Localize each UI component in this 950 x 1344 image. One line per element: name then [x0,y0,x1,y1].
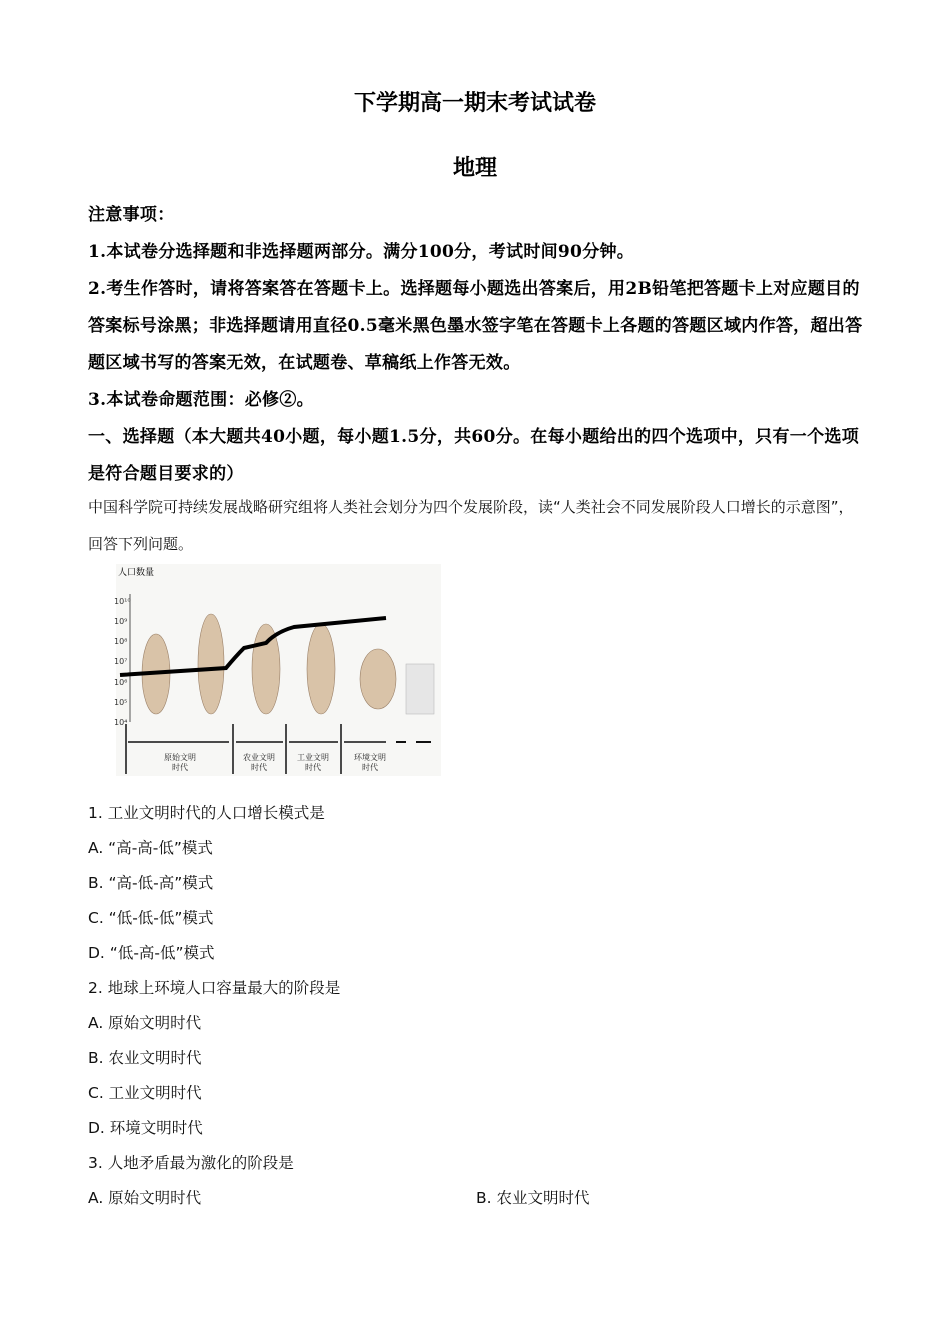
ytick: 10⁹ [114,617,128,626]
option: D. “低-高-低”模式 [88,944,215,962]
option: A. 原始文明时代 [88,1014,202,1032]
exam-title: 下学期高一期末考试试卷 [353,91,596,116]
era-label: 原始文明 [164,753,196,762]
era-label: 环境文明 [354,753,386,762]
option: D. 环境文明时代 [88,1119,203,1137]
ytick: 10¹⁰ [114,597,131,606]
option: B. 农业文明时代 [88,1049,202,1067]
ytick: 10⁴ [114,718,128,727]
question-stem: 2. 地球上环境人口容量最大的阶段是 [88,979,341,997]
question-stem: 3. 人地矛盾最为激化的阶段是 [88,1154,294,1172]
option: B. 农业文明时代 [476,1189,590,1207]
era-label: 工业文明 [297,753,329,762]
intro-text: 中国科学院可持续发展战略研究组将人类社会划分为四个发展阶段，读“人类社会不同发展阶段人口增长的示意图”，回答下列问题。 [88,498,854,553]
era-label: 农业文明 [243,753,275,762]
ytick: 10⁸ [114,637,128,646]
option: B. “高-低-高”模式 [88,874,214,892]
era-label: 时代 [172,763,188,772]
notes-heading: 注意事项： [88,205,175,225]
population-growth-figure [116,564,441,776]
ytick: 10⁵ [114,698,128,707]
era-label: 时代 [362,763,378,772]
option: C. “低-低-低”模式 [88,909,214,927]
section-heading: 一、选择题（本大题共40小题，每小题1.5分，共60分。在每小题给出的四个选项中，只有一个选项是符合题目要求的） [88,427,859,484]
subject-title: 地理 [452,156,497,181]
option: A. 原始文明时代 [88,1189,202,1207]
note-item: 3.本试卷命题范围：必修②。 [88,390,314,410]
era-label: 时代 [305,763,321,772]
option: A. “高-高-低”模式 [88,839,213,857]
option: C. 工业文明时代 [88,1084,202,1102]
note-item: 1.本试卷分选择题和非选择题两部分。满分100分，考试时间90分钟。 [88,242,635,262]
figure-ylabel: 人口数量 [118,568,155,578]
era-label: 时代 [251,763,267,772]
question-stem: 1. 工业文明时代的人口增长模式是 [88,804,325,822]
ytick: 10⁶ [114,678,128,687]
note-item: 2.考生作答时，请将答案答在答题卡上。选择题每小题选出答案后，用2B铅笔把答题卡上对应题目的答案标号涂黑；非选择题请用直径0.5毫米黑色墨水签字笔在答题卡上各题的答题区域内作答，超出答题区域书写的答案无效，在试题卷、草稿纸上作答无效。 [88,279,863,373]
ytick: 10⁷ [114,657,128,666]
